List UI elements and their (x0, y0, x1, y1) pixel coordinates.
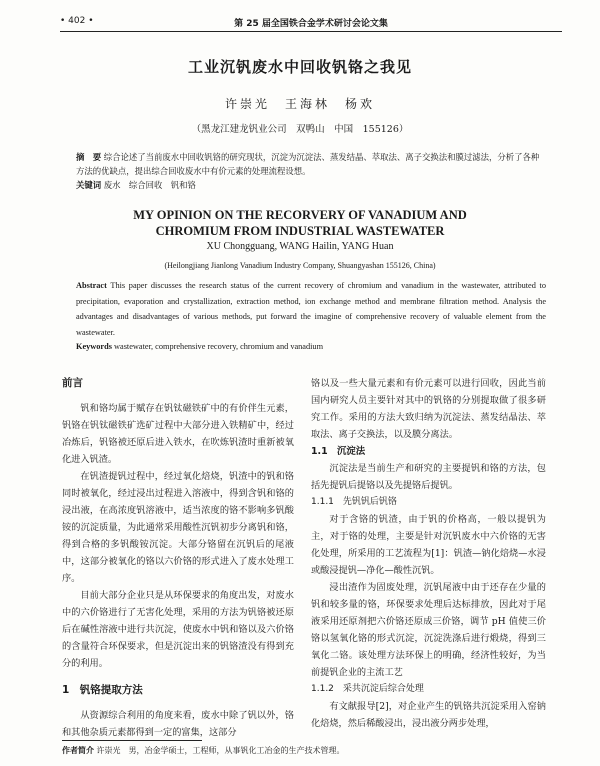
paragraph: 沉淀法是当前生产和研究的主要提钒和铬的方法，包括先提钒后提铬以及先提铬后提钒。 (311, 463, 546, 491)
abstract-cn-body (76, 150, 546, 178)
english-abstract-text: This paper discusses the research status of the current recovery of chromium and vanadium in the wastewater, attributed to precipitation, evaporation and crystallization, extraction method, ion exchange method and membrane filtration method. Analysis the advantages and disadvantages of various methods, put forward the imagine of comprehensive recovery of valuable element from the wastewater. (76, 281, 546, 337)
paper-title: 工业沉钒废水中回收钒铬之我见 (187, 58, 412, 76)
keywords-cn (76, 178, 546, 192)
paragraph: 在钒渣提钒过程中，经过氧化焙烧，钒渣中的钒和铬同时被氧化，经过浸出过程进入溶液中，得到含钒和铬的浸出液，在高浓度钒溶液中，适当浓度的铬不影响多钒酸铵的沉淀质量，为此通常采用酸性沉钒初步分离钒和铬，得到合格的多钒酸铵沉淀。大部分铬留在沉钒后的尾液中，这部分被氧化的铬以六价铬的形式进入了废水处理工序。 (62, 471, 294, 584)
english-keywords (76, 342, 546, 351)
chinese-abstract (76, 150, 546, 192)
paragraph: 对于含铬的钒渣，由于钒的价格高，一般以提钒为主，对于铬的处理，主要是针对沉钒废水中六价铬的无害化处理，所采用的工艺流程为[1]：钒渣—钠化焙烧—水浸或酸浸提钒—净化—酸性沉钒。 (311, 514, 546, 576)
paragraph: 从资源综合利用的角度来看，废水中除了钒以外，铬和其他杂质元素都得到一定的富集，这部分 (62, 710, 294, 738)
english-authors: XU Chongguang, WANG Hailin, YANG Huan (206, 241, 394, 252)
section-heading-1: 1 钒铬提取方法 (62, 684, 143, 696)
english-affiliation: (Heilongjiang Jianlong Vanadium Industry Company, Shuangyashan 155126, China) (164, 261, 436, 270)
english-keywords-text: wastewater, comprehensive recovery, chromium and vanadium (114, 342, 324, 351)
english-title-line1: MY OPINION ON THE RECORVERY OF VANADIUM AND (133, 208, 467, 222)
author-footnote (62, 745, 552, 756)
page-number: • 402 • (60, 16, 94, 26)
keywords-cn-text: 废水 综合回收 钒和铬 (103, 180, 196, 190)
footnote-rule (62, 740, 202, 741)
affiliation: （黑龙江建龙钒业公司 双鸭山 中国 155126） (191, 124, 409, 135)
journal-title: 第 25 届全国铁合金学术研讨会论文集 (234, 19, 388, 29)
section-heading-1-1-2: 1.1.2 采共沉淀后综合处理 (311, 684, 424, 694)
abstract-cn-label: 摘 要 (76, 152, 102, 162)
english-abstract (76, 278, 546, 340)
authors: 许崇光 王海林 杨欢 (224, 97, 375, 111)
running-header (60, 14, 562, 30)
english-title-line2: CHROMIUM FROM INDUSTRIAL WASTEWATER (155, 224, 445, 238)
header-rule (60, 31, 562, 32)
paragraph: 钒和铬均属于赋存在钒钛磁铁矿中的有价伴生元素，钒铬在钒钛磁铁矿选矿过程中大部分进入铁精矿中，经过冶炼后，钒铬被还原后进入铁水，在吹炼钒渣时重新被氧化进入钒渣。 (62, 403, 294, 465)
keywords-cn-label: 关键词 (76, 180, 102, 190)
section-heading-1-1: 1.1 沉淀法 (311, 446, 366, 457)
english-keywords-label: Keywords (76, 342, 112, 351)
section-heading-1-1-1: 1.1.1 先钒钒后钒铬 (311, 497, 397, 507)
english-title (0, 207, 600, 239)
left-column (62, 375, 294, 741)
abstract-cn-text: 综合论述了当前废水中回收钒铬的研究现状，沉淀为沉淀法、蒸发结晶、萃取法、离子交换法和膜过滤法，分析了各种方法的优缺点，提出综合回收废水中有价元素的处理流程设想。 (76, 152, 540, 176)
right-column (311, 375, 546, 732)
section-heading-preface: 前言 (62, 377, 83, 389)
footnote-text: 许崇光 男，冶金学硕士，工程师，从事钒化工冶金的生产技术管理。 (96, 746, 345, 755)
paragraph: 铬以及一些大量元素和有价元素可以进行回收，因此当前国内研究人员主要针对其中的钒铬的分别提取做了很多研究工作。采用的方法大致归纳为沉淀法、蒸发结晶法、萃取法、离子交换法，以及膜分离法。 (311, 378, 546, 440)
paragraph: 浸出渣作为固废处理，沉钒尾液中由于还存在少量的钒和较多量的铬，环保要求处理后达标排放，因此对于尾液采用还原剂把六价铬还原成三价铬，调节 pH 值使三价铬以氢氧化铬的形式沉淀，沉淀洗涤后进行煅烧，得到三氧化二铬。该处理方法环保上的明确，经济性较好，为当前提钒企业的主流工艺 (311, 582, 546, 678)
paragraph: 有文献报导[2]，对企业产生的钒铬共沉淀采用入窑钠化焙烧，然后稀酸浸出，浸出液分两步处理， (311, 701, 546, 729)
paragraph: 目前大部分企业只是从环保要求的角度出发，对废水中的六价铬进行了无害化处理，采用的方法为钒铬被还原后在碱性溶液中进行共沉淀，使废水中钒和铬以及六价铬的含量符合环保要求，但是沉淀出来的钒铬渣没有得到充分的利用。 (62, 590, 294, 669)
footnote-label: 作者简介 (62, 746, 94, 755)
english-abstract-label: Abstract (76, 281, 107, 290)
